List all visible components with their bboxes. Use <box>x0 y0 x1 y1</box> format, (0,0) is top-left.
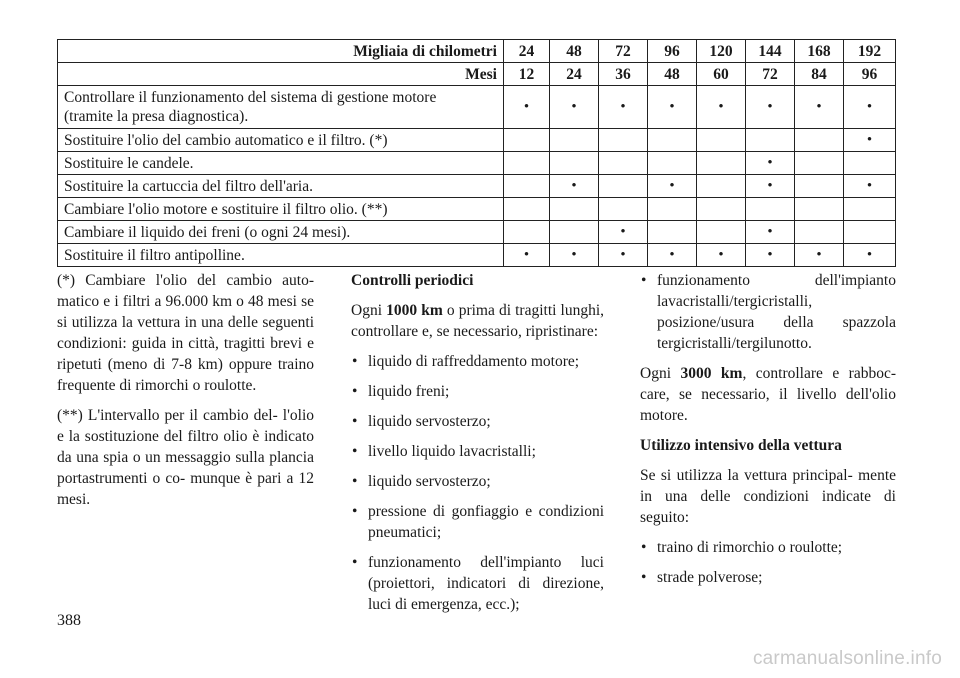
empty-cell <box>795 152 844 175</box>
bullet-icon: • <box>352 383 358 400</box>
table-row <box>58 152 896 175</box>
scheduled-dot-cell: • <box>599 221 648 244</box>
km-header-row-cell: 48 <box>550 40 599 63</box>
scheduled-dot-cell: • <box>844 244 896 267</box>
empty-cell <box>550 152 599 175</box>
intensive-use-intro: Se si utilizza la vettura principal- mente in una delle condizioni indicate di seguito: <box>640 467 896 526</box>
bullet-icon: • <box>641 272 647 289</box>
scheduled-dot-cell: • <box>599 86 648 129</box>
scheduled-dot-cell: • <box>550 175 599 198</box>
scheduled-dot-cell: • <box>697 244 746 267</box>
empty-cell <box>697 129 746 152</box>
row-label: Sostituire l'olio del cambio automatico e il filtro. (*) <box>58 129 504 152</box>
empty-cell <box>550 129 599 152</box>
empty-cell <box>648 129 697 152</box>
intensive-use-column <box>640 270 896 597</box>
oil-check-paragraph: Ogni 3000 km, controllare e rabboc- care, se necessario, il livello dell'olio motore. <box>640 365 896 424</box>
empty-cell <box>697 152 746 175</box>
bullet-icon: • <box>641 569 647 586</box>
empty-cell <box>844 198 896 221</box>
scheduled-dot-cell: • <box>746 244 795 267</box>
scheduled-dot-cell: • <box>746 175 795 198</box>
empty-cell <box>648 152 697 175</box>
scheduled-dot-cell: • <box>844 86 896 129</box>
row-label: Controllare il funzionamento del sistema di gestione motore (tramite la presa diagnostica). <box>58 86 504 129</box>
scheduled-dot-cell: • <box>795 86 844 129</box>
footnote-1: (*) Cambiare l'olio del cambio auto- matico e i filtri a 96.000 km o 48 mesi se si utilizza la vettura in una delle seguenti condizioni: guida in città, tragitti brevi e ripetuti (meno di 7-8 km) oppure traino frequente di rimorchi o roulotte. <box>57 272 315 394</box>
empty-cell <box>795 221 844 244</box>
table-row <box>58 244 896 267</box>
table-row <box>58 198 896 221</box>
row-label: Sostituire la cartuccia del filtro dell'aria. <box>58 175 504 198</box>
scheduled-dot-cell: • <box>746 152 795 175</box>
row-label: Sostituire le candele. <box>58 152 504 175</box>
table-row <box>58 221 896 244</box>
intensive-use-list <box>640 537 896 588</box>
footnote-2: (**) L'intervallo per il cambio del- l'olio e la sostituzione del filtro olio è indicato da una spia o un messaggio sulla plancia portastrumenti o co- munque è pari a 12 mesi. <box>57 407 314 508</box>
scheduled-dot-cell: • <box>648 175 697 198</box>
maintenance-schedule-table <box>57 39 896 267</box>
months-header-row <box>58 63 896 86</box>
empty-cell <box>844 221 896 244</box>
empty-cell <box>795 198 844 221</box>
km-header-row <box>58 40 896 63</box>
months-header-row-cell: 72 <box>746 63 795 86</box>
row-label: Cambiare il liquido dei freni (o ogni 24 mesi). <box>58 221 504 244</box>
empty-cell <box>504 175 550 198</box>
bullet-icon: • <box>352 473 358 490</box>
scheduled-dot-cell: • <box>648 86 697 129</box>
scheduled-dot-cell: • <box>746 86 795 129</box>
months-header-row-cell: 48 <box>648 63 697 86</box>
months-header-row-cell: 24 <box>550 63 599 86</box>
scheduled-dot-cell: • <box>648 244 697 267</box>
empty-cell <box>599 198 648 221</box>
empty-cell <box>697 221 746 244</box>
list-item: • liquido di raffreddamento motore; <box>352 353 580 370</box>
table-row <box>58 86 896 129</box>
periodic-checks-intro: Ogni 1000 km o prima di tragitti lunghi, controllare e, se necessario, ripristinare: <box>351 302 605 340</box>
months-header-row-cell: 84 <box>795 63 844 86</box>
intensive-use-heading: Utilizzo intensivo della vettura <box>640 437 842 454</box>
km-header-row-cell: 120 <box>697 40 746 63</box>
scheduled-dot-cell: • <box>746 221 795 244</box>
list-item: • livello liquido lavacristalli; <box>352 443 536 460</box>
list-item: • strade polverose; <box>641 569 763 586</box>
km-header-row-label: Migliaia di chilometri <box>58 40 504 63</box>
empty-cell <box>504 221 550 244</box>
months-header-row-cell: 96 <box>844 63 896 86</box>
list-item: • funzionamento dell'impianto lavacristalli/tergicristalli, posizione/usura della spazzola tergicristalli/tergilunotto. <box>641 272 896 352</box>
footnotes-column <box>57 270 314 519</box>
table-row <box>58 129 896 152</box>
scheduled-dot-cell: • <box>844 175 896 198</box>
periodic-checks-list <box>351 351 604 615</box>
empty-cell <box>844 152 896 175</box>
km-header-row-cell: 168 <box>795 40 844 63</box>
scheduled-dot-cell: • <box>599 244 648 267</box>
km-header-row-cell: 96 <box>648 40 697 63</box>
bullet-icon: • <box>352 503 358 520</box>
list-item: • liquido freni; <box>352 383 450 400</box>
bullet-icon: • <box>352 554 358 571</box>
row-label: Cambiare l'olio motore e sostituire il filtro olio. (**) <box>58 198 504 221</box>
bullet-icon: • <box>352 413 358 430</box>
scheduled-dot-cell: • <box>697 86 746 129</box>
km-header-row-cell: 144 <box>746 40 795 63</box>
bullet-icon: • <box>352 443 358 460</box>
table-row <box>58 175 896 198</box>
months-header-row-label: Mesi <box>58 63 504 86</box>
bullet-icon: • <box>641 539 647 556</box>
list-item: • funzionamento dell'impianto luci (proiettori, indicatori di direzione, luci di emergenza, ecc.); <box>352 554 604 613</box>
periodic-checks-heading: Controlli periodici <box>351 272 474 289</box>
empty-cell <box>550 221 599 244</box>
list-item: • pressione di gonfiaggio e condizioni pneumatici; <box>352 503 604 541</box>
empty-cell <box>504 198 550 221</box>
scheduled-dot-cell: • <box>795 244 844 267</box>
km-header-row-cell: 192 <box>844 40 896 63</box>
watermark: carmanualsonline.info <box>752 648 942 669</box>
empty-cell <box>504 152 550 175</box>
scheduled-dot-cell: • <box>550 244 599 267</box>
periodic-checks-column <box>351 270 604 624</box>
months-header-row-cell: 60 <box>697 63 746 86</box>
empty-cell <box>795 175 844 198</box>
list-item: • liquido servosterzo; <box>352 413 491 430</box>
empty-cell <box>746 198 795 221</box>
list-item: • traino di rimorchio o roulotte; <box>641 539 843 556</box>
empty-cell <box>795 129 844 152</box>
empty-cell <box>648 198 697 221</box>
bullet-icon: • <box>352 353 358 370</box>
empty-cell <box>599 129 648 152</box>
empty-cell <box>599 152 648 175</box>
empty-cell <box>648 221 697 244</box>
months-header-row-cell: 36 <box>599 63 648 86</box>
scheduled-dot-cell: • <box>550 86 599 129</box>
scheduled-dot-cell: • <box>844 129 896 152</box>
km-header-row-cell: 72 <box>599 40 648 63</box>
empty-cell <box>746 129 795 152</box>
row-label: Sostituire il filtro antipolline. <box>58 244 504 267</box>
continued-checks-list <box>640 270 896 354</box>
scheduled-dot-cell: • <box>504 86 550 129</box>
page-number: 388 <box>57 612 81 629</box>
empty-cell <box>504 129 550 152</box>
months-header-row-cell: 12 <box>504 63 550 86</box>
empty-cell <box>550 198 599 221</box>
empty-cell <box>697 198 746 221</box>
km-header-row-cell: 24 <box>504 40 550 63</box>
empty-cell <box>599 175 648 198</box>
scheduled-dot-cell: • <box>504 244 550 267</box>
list-item: • liquido servosterzo; <box>352 473 491 490</box>
empty-cell <box>697 175 746 198</box>
